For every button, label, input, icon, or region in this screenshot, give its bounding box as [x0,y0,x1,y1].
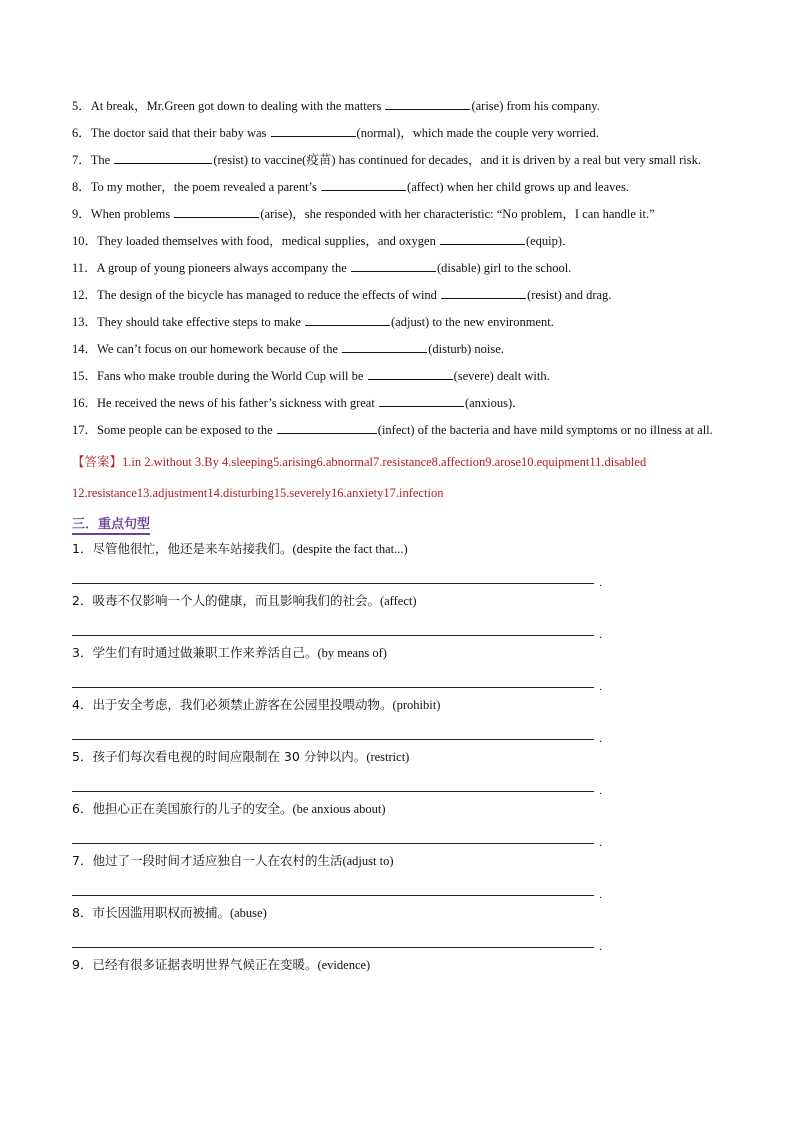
question-text: A group of young pioneers always accompany the [96,261,350,275]
question-hint: (resist) to vaccine(疫苗) has continued for decades，and it is driven by a real but very small risk. [213,153,702,167]
question-text: They should take effective steps to make [97,315,305,329]
question-hint: (anxious)． [464,396,525,410]
answer-blank[interactable] [174,205,259,218]
translation-hint: (be anxious about) [292,802,386,816]
question-item [72,390,722,417]
answer-blank[interactable] [351,259,436,272]
answer-line-1: 【答案】1.in 2.without 3.By 4.sleeping5.arising6.abnormal7.resistance8.affection9.arose10.equipment11.disabled [72,455,647,469]
answer-blank[interactable] [114,151,212,164]
answer-line[interactable]: . [72,665,594,688]
answer-blank[interactable] [441,286,526,299]
translation-item [72,589,722,641]
question-hint: (infect) of the bacteria and have mild symptoms or no illness at all. [377,423,713,437]
answer-blank[interactable] [385,97,470,110]
translation-hint: (despite the fact that...) [292,542,408,556]
question-number: 8． [72,180,91,194]
question-item [72,309,722,336]
answer-line[interactable]: . [72,561,594,584]
question-text: To my mother，the poem revealed a parent’s [90,180,321,194]
translation-hint: (abuse) [229,906,267,920]
question-text: The doctor said that their baby was [90,126,270,140]
question-hint: (normal)，which made the couple very worried. [356,126,599,140]
question-text: He received the news of his father’s sickness with great [97,396,378,410]
translation-prompt: 6．他担心正在美国旅行的儿子的安全。(be anxious about) [72,801,386,816]
section-title: 三．重点句型 [72,513,722,537]
answer-line[interactable]: . [72,769,594,792]
question-text: The design of the bicycle has managed to reduce the effects of wind [97,288,441,302]
translation-item [72,537,722,589]
translation-prompt: 2．吸毒不仅影响一个人的健康，而且影响我们的社会。(affect) [72,593,417,608]
translation-item [72,797,722,849]
answer-line[interactable]: . [72,613,594,636]
question-item [72,120,722,147]
translation-item [72,901,722,953]
translation-item [72,953,722,977]
translation-questions [72,537,722,977]
question-item [72,201,722,228]
worksheet-content [72,93,722,977]
translation-hint: (adjust to) [342,854,394,868]
translation-prompt: 8．市长因滥用职权而被捕。(abuse) [72,905,267,920]
question-item [72,255,722,282]
question-item [72,282,722,309]
answer-line[interactable]: . [72,873,594,896]
answer-tag: 【答案】 [72,455,123,469]
question-hint: (arise)，she responded with her characteristic: “No problem，I can handle it.” [260,207,655,221]
question-hint: (adjust) to the new environment. [391,315,554,329]
question-number: 10． [72,234,98,248]
translation-prompt: 5．孩子们每次看电视的时间应限制在 30 分钟以内。(restrict) [72,749,410,764]
question-item [72,93,722,120]
question-number: 11． [72,261,97,275]
question-text: Fans who make trouble during the World Cup will be [97,369,367,383]
translation-prompt: 4．出于安全考虑，我们必须禁止游客在公园里投喂动物。(prohibit) [72,697,441,712]
question-item [72,336,722,363]
question-item [72,228,722,255]
translation-item [72,745,722,797]
answer-line-2: 12.resistance13.adjustment14.disturbing15.severely16.anxiety17.infection [72,486,444,500]
question-item [72,147,722,174]
question-item [72,363,722,390]
fill-in-questions [72,93,722,444]
translation-hint: (affect) [379,594,417,608]
translation-item [72,849,722,901]
question-hint: (disturb) noise. [428,342,504,356]
answer-blank[interactable] [342,340,427,353]
answer-blank[interactable] [321,178,406,191]
question-hint: (equip)． [525,234,575,248]
question-text: They loaded themselves with food，medical supplies，and oxygen [97,234,439,248]
question-hint: (affect) when her child grows up and leaves. [407,180,629,194]
question-number: 14． [72,342,98,356]
translation-prompt: 7．他过了一段时间才适应独自一人在农村的生活(adjust to) [72,853,394,868]
answer-blank[interactable] [277,421,377,434]
translation-item [72,693,722,745]
question-number: 15． [72,369,98,383]
answer-line[interactable]: . [72,821,594,844]
question-text: When problems [90,207,174,221]
question-hint: (resist) and drag. [527,288,612,302]
question-item [72,417,722,444]
question-hint: (arise) from his company. [471,99,600,113]
question-hint: (disable) girl to the school. [436,261,572,275]
translation-hint: (restrict) [366,750,410,764]
question-hint: (severe) dealt with. [453,369,550,383]
answer-blank[interactable] [271,124,356,137]
translation-prompt: 9．已经有很多证据表明世界气候正在变暖。(evidence) [72,957,371,972]
answer-line[interactable]: . [72,717,594,740]
question-number: 12． [72,288,98,302]
question-text: At break，Mr.Green got down to dealing with the matters [90,99,385,113]
answer-block [72,447,722,509]
answer-blank[interactable] [379,394,464,407]
translation-hint: (evidence) [317,958,371,972]
translation-hint: (by means of) [317,646,387,660]
question-number: 6． [72,126,91,140]
question-number: 7． [72,153,91,167]
translation-hint: (prohibit) [392,698,441,712]
question-text: The [90,153,114,167]
answer-blank[interactable] [368,367,453,380]
answer-line[interactable]: . [72,925,594,948]
translation-prompt: 3．学生们有时通过做兼职工作来养活自己。(by means of) [72,645,387,660]
question-number: 5． [72,99,91,113]
translation-prompt: 1．尽管他很忙，他还是来车站接我们。(despite the fact that...) [72,541,408,556]
translation-item [72,641,722,693]
question-text: We can’t focus on our homework because of the [97,342,342,356]
question-number: 17． [72,423,98,437]
question-number: 16． [72,396,98,410]
question-number: 13． [72,315,98,329]
question-item [72,174,722,201]
question-number: 9． [72,207,91,221]
question-text: Some people can be exposed to the [97,423,276,437]
answer-blank[interactable] [440,232,525,245]
answer-blank[interactable] [305,313,390,326]
